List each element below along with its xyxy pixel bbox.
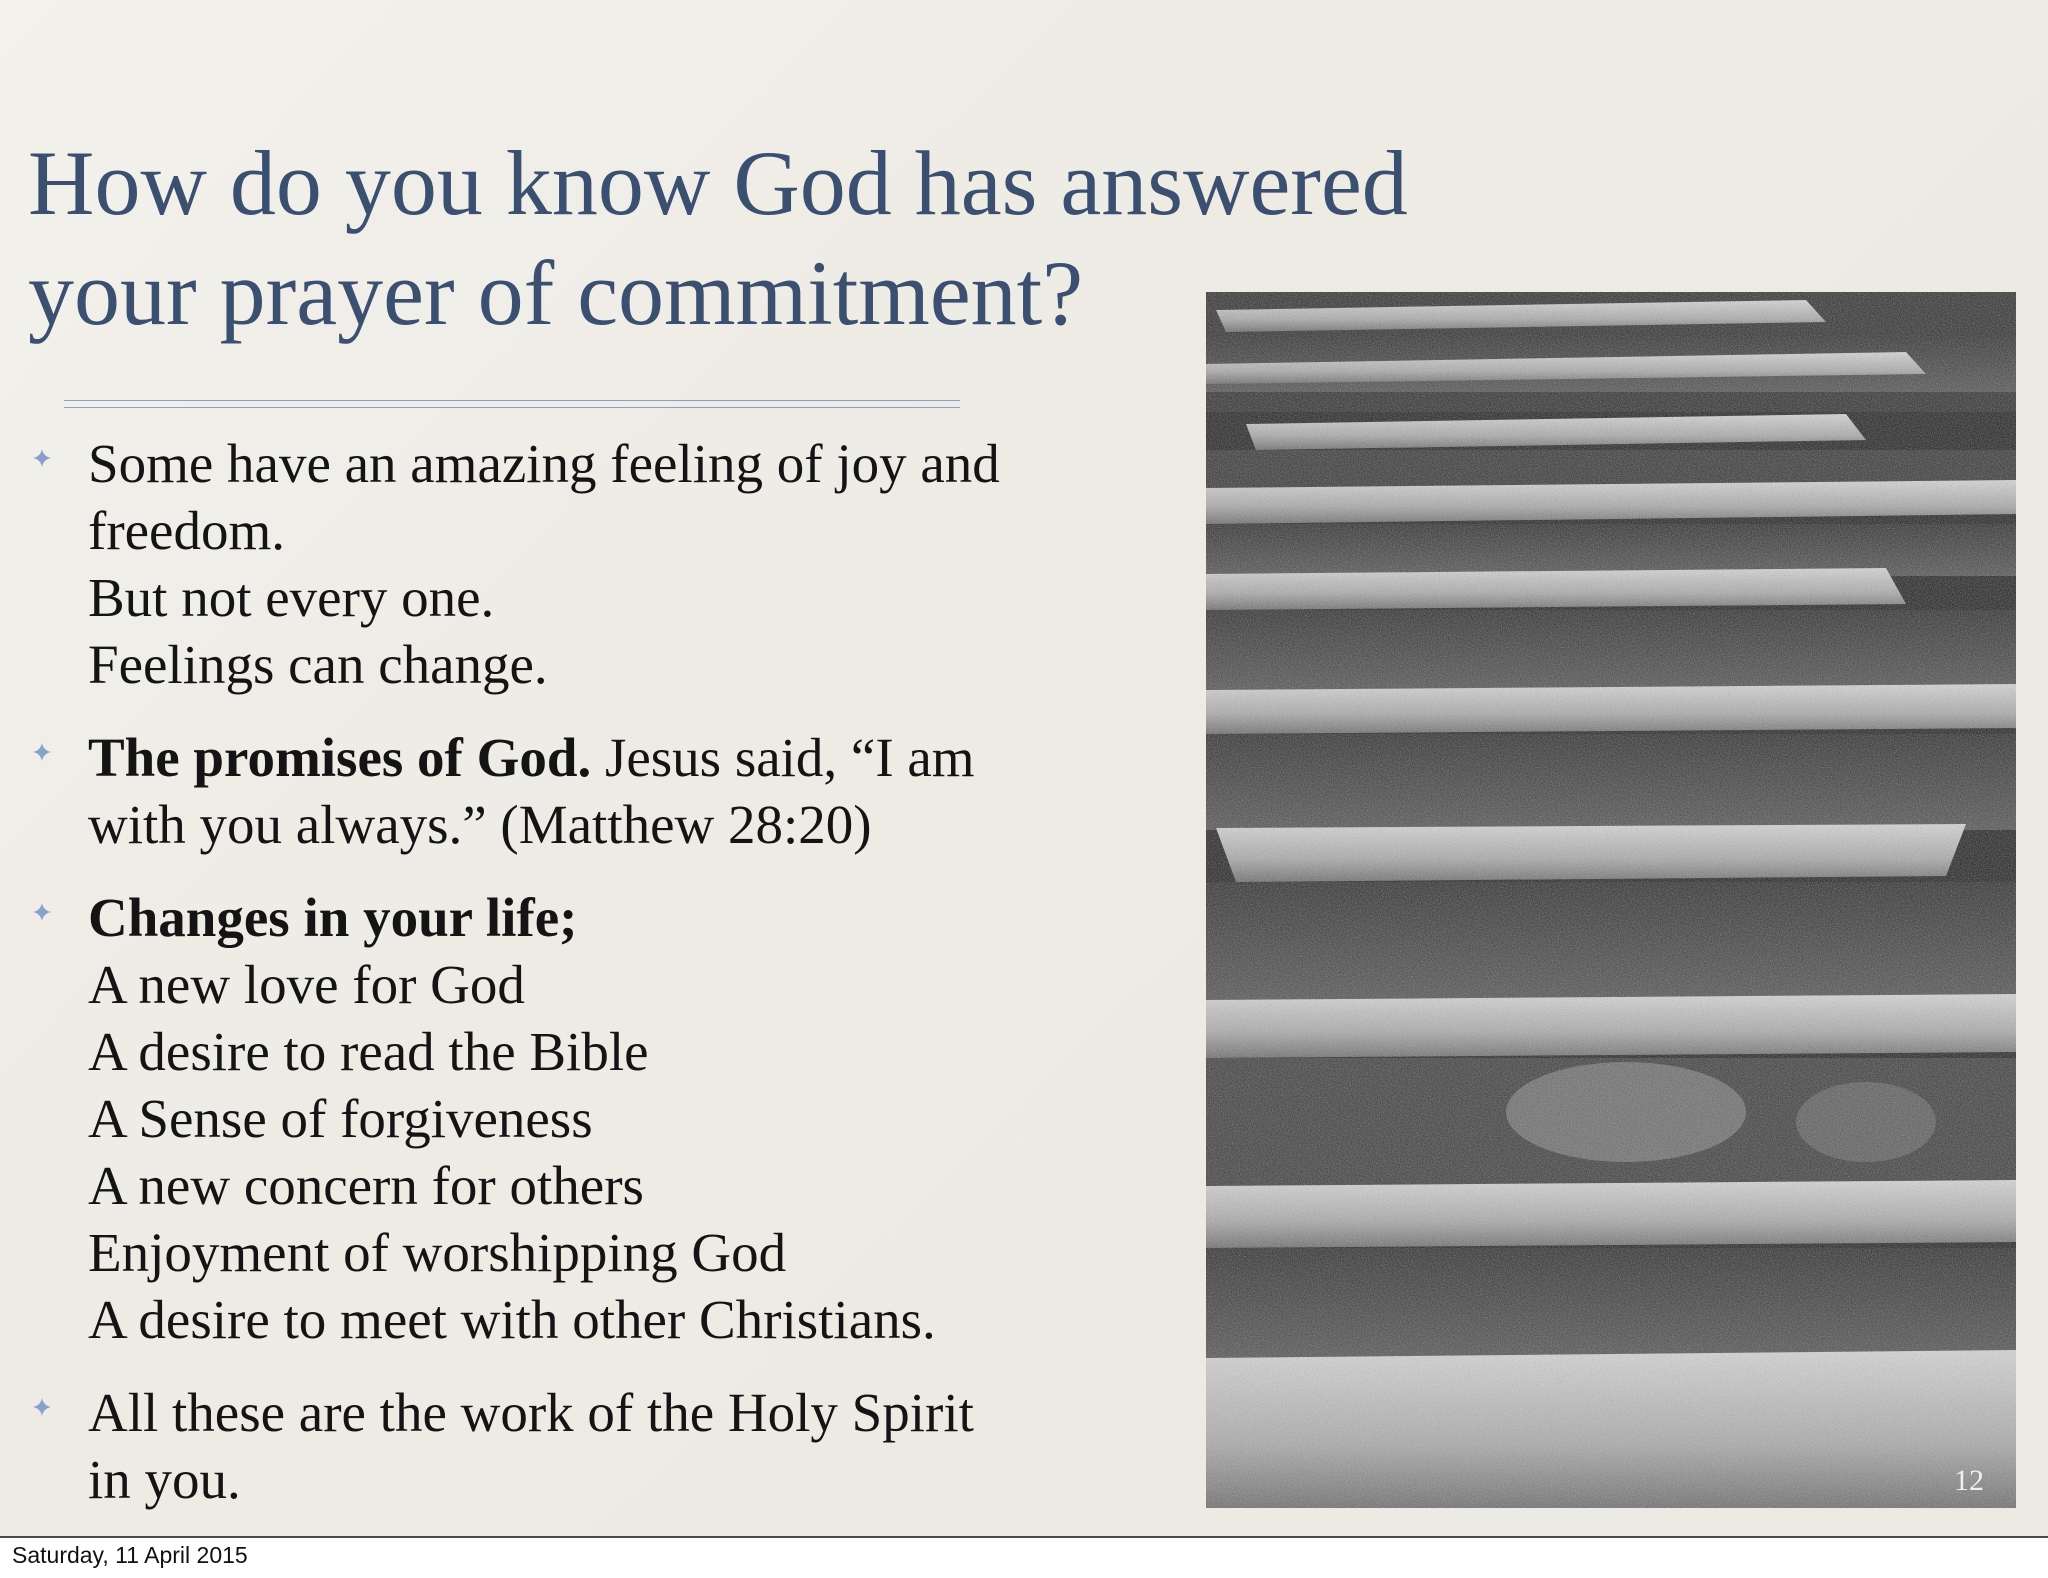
stone-stairs-photo [1206, 292, 2016, 1508]
bullet-item [28, 724, 1178, 858]
bullet-text: Feelings can change. [88, 634, 548, 695]
bullet-item [28, 430, 1178, 698]
bullet-text: A new concern for others [88, 1155, 644, 1216]
title-line: your prayer of commitment? [28, 242, 1084, 344]
bullet-text: A desire to read the Bible [88, 1021, 649, 1082]
star-bullet-icon [32, 448, 52, 468]
star-bullet-icon [32, 902, 52, 922]
bullet-line [88, 1286, 1178, 1353]
bullet-item [28, 1379, 1178, 1513]
bullet-text: A desire to meet with other Christians. [88, 1289, 936, 1350]
bullet-text: A new love for God [88, 954, 525, 1015]
bullet-line [88, 1018, 1178, 1085]
bullet-line [88, 430, 1178, 497]
bullet-text: Enjoyment of worshipping God [88, 1222, 787, 1283]
bullet-text: All these are the work of the Holy Spirit [88, 1382, 974, 1443]
bullet-line [88, 724, 1178, 791]
bullet-line [88, 1446, 1178, 1513]
bullet-list [28, 430, 1178, 1536]
footer-bar [0, 1536, 2048, 1578]
bullet-line [88, 1379, 1178, 1446]
bullet-line [88, 497, 1178, 564]
bullet-text: with you always.” (Matthew 28:20) [88, 794, 872, 855]
bullet-line [88, 1085, 1178, 1152]
page-number: 12 [1954, 1464, 1984, 1497]
bullet-line [88, 1219, 1178, 1286]
bullet-item [28, 884, 1178, 1353]
bullet-line [88, 951, 1178, 1018]
bullet-line [88, 791, 1178, 858]
bullet-text: But not every one. [88, 567, 495, 628]
bullet-heading: The promises of God. [88, 727, 592, 788]
bullet-line [88, 1152, 1178, 1219]
bullet-text: A Sense of forgiveness [88, 1088, 593, 1149]
stairs-image [1206, 292, 2016, 1508]
bullet-text: in you. [88, 1449, 241, 1510]
bullet-heading: Changes in your life; [88, 887, 578, 948]
star-bullet-icon [32, 742, 52, 762]
bullet-text: Some have an amazing feeling of joy and [88, 433, 1000, 494]
bullet-line [88, 631, 1178, 698]
bullet-line [88, 564, 1178, 631]
bullet-text: freedom. [88, 500, 285, 561]
bullet-line [88, 884, 1178, 951]
title-line: How do you know God has answered [28, 132, 1408, 234]
bullet-text: Jesus said, “I am [591, 727, 975, 788]
footer-date: Saturday, 11 April 2015 [12, 1542, 248, 1568]
title-divider [64, 400, 960, 408]
star-bullet-icon [32, 1397, 52, 1417]
